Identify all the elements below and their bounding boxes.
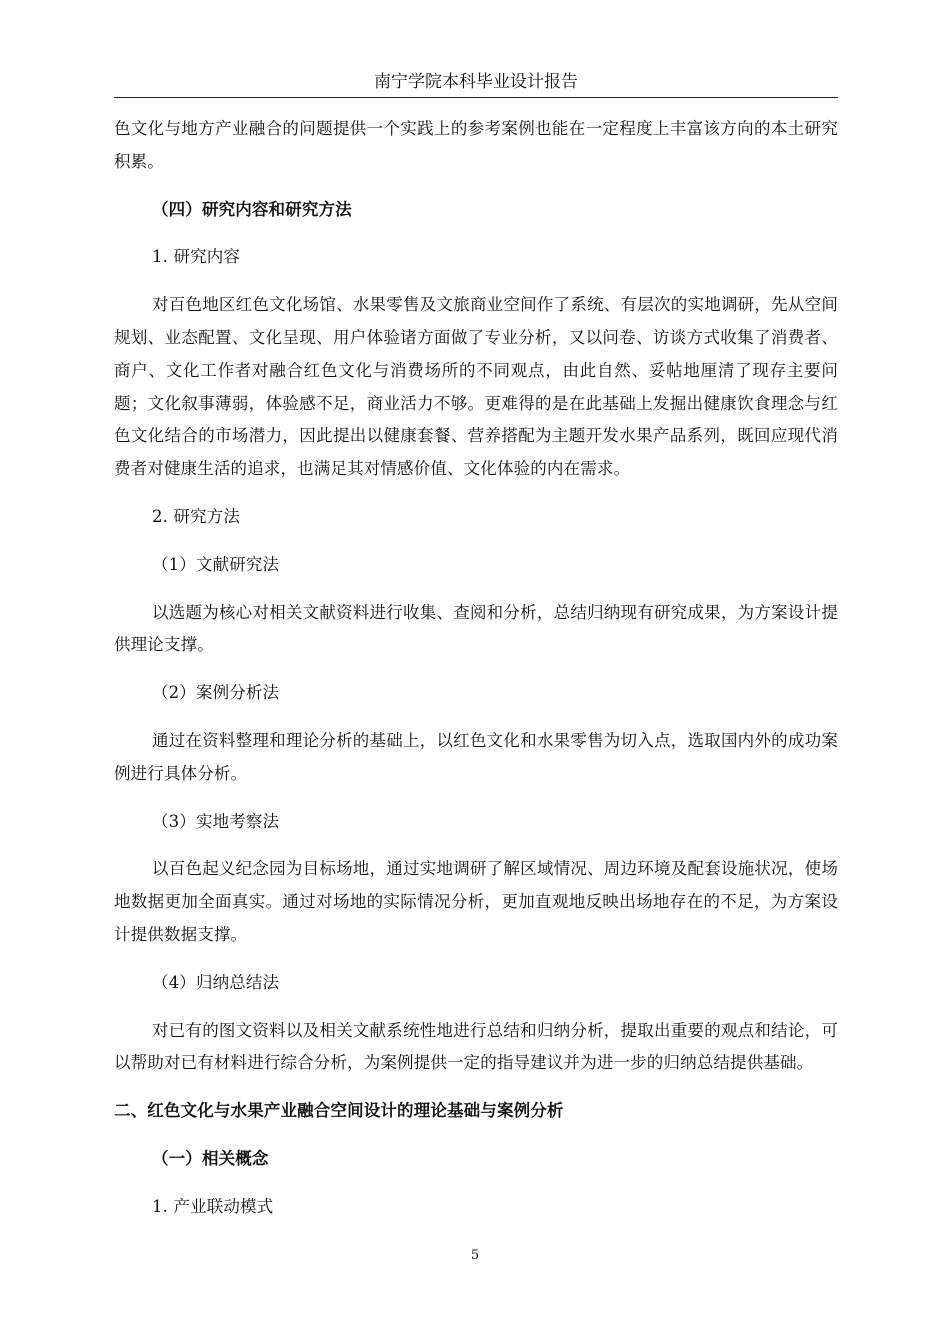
- heading-chapter-2: 二、红色文化与水果产业融合空间设计的理论基础与案例分析: [114, 1101, 564, 1121]
- heading-industry-linkage: 1. 产业联动模式: [152, 1196, 274, 1216]
- paragraph-method-field: 以百色起义纪念园为目标场地，通过实地调研了解区域情况、周边环境及配套设施状况，使场地数据更加全面真实。通过对场地的实际情况分析，更加直观地反映出场地存在的不足，为方案设计提供数据支撑。: [114, 859, 838, 944]
- paragraph-method-summary: 对已有的图文资料以及相关文献系统性地进行总结和归纳分析，提取出重要的观点和结论，可以帮助对已有材料进行综合分析，为案例提供一定的指导建议并为进一步的归纳总结提供基础。: [114, 1020, 838, 1073]
- heading-related-concepts: （一）相关概念: [152, 1148, 269, 1168]
- heading-section-4: （四）研究内容和研究方法: [152, 199, 352, 219]
- page-header: 南宁学院本科毕业设计报告: [114, 68, 838, 98]
- heading-research-method: 2. 研究方法: [152, 506, 241, 526]
- page-body: [114, 113, 838, 1224]
- heading-method-field: （3）实地考察法: [152, 811, 280, 831]
- paragraph-method-literature: 以选题为核心对相关文献资料进行收集、查阅和分析，总结归纳现有研究成果，为方案设计提供理论支撑。: [114, 602, 838, 655]
- heading-method-case: （2）案例分析法: [152, 683, 280, 703]
- page-number: 5: [470, 1248, 480, 1263]
- paragraph-method-case: 通过在资料整理和理论分析的基础上，以红色文化和水果零售为切入点，选取国内外的成功案例进行具体分析。: [114, 730, 838, 783]
- heading-method-literature: （1）文献研究法: [152, 554, 280, 574]
- paragraph-research-content: 对百色地区红色文化场馆、水果零售及文旅商业空间作了系统、有层次的实地调研，先从空间规划、业态配置、文化呈现、用户体验诸方面做了专业分析，又以问卷、访谈方式收集了消费者、商户、文化工作者对融合红色文化与消费场所的不同观点，由此自然、妥帖地厘清了现存主要问题；文化叙事薄弱，体验感不足，商业活力不够。更难得的是在此基础上发掘出健康饮食理念与红色文化结合的市场潜力，因此提出以健康套餐、营养搭配为主题开发水果产品系列，既回应现代消费者对健康生活的追求，也满足其对情感价值、文化体验的内在需求。: [114, 295, 838, 479]
- heading-research-content: 1. 研究内容: [152, 247, 241, 267]
- heading-method-summary: （4）归纳总结法: [152, 972, 280, 992]
- paragraph-intro: 色文化与地方产业融合的问题提供一个实践上的参考案例也能在一定程度上丰富该方向的本土研究积累。: [114, 119, 838, 171]
